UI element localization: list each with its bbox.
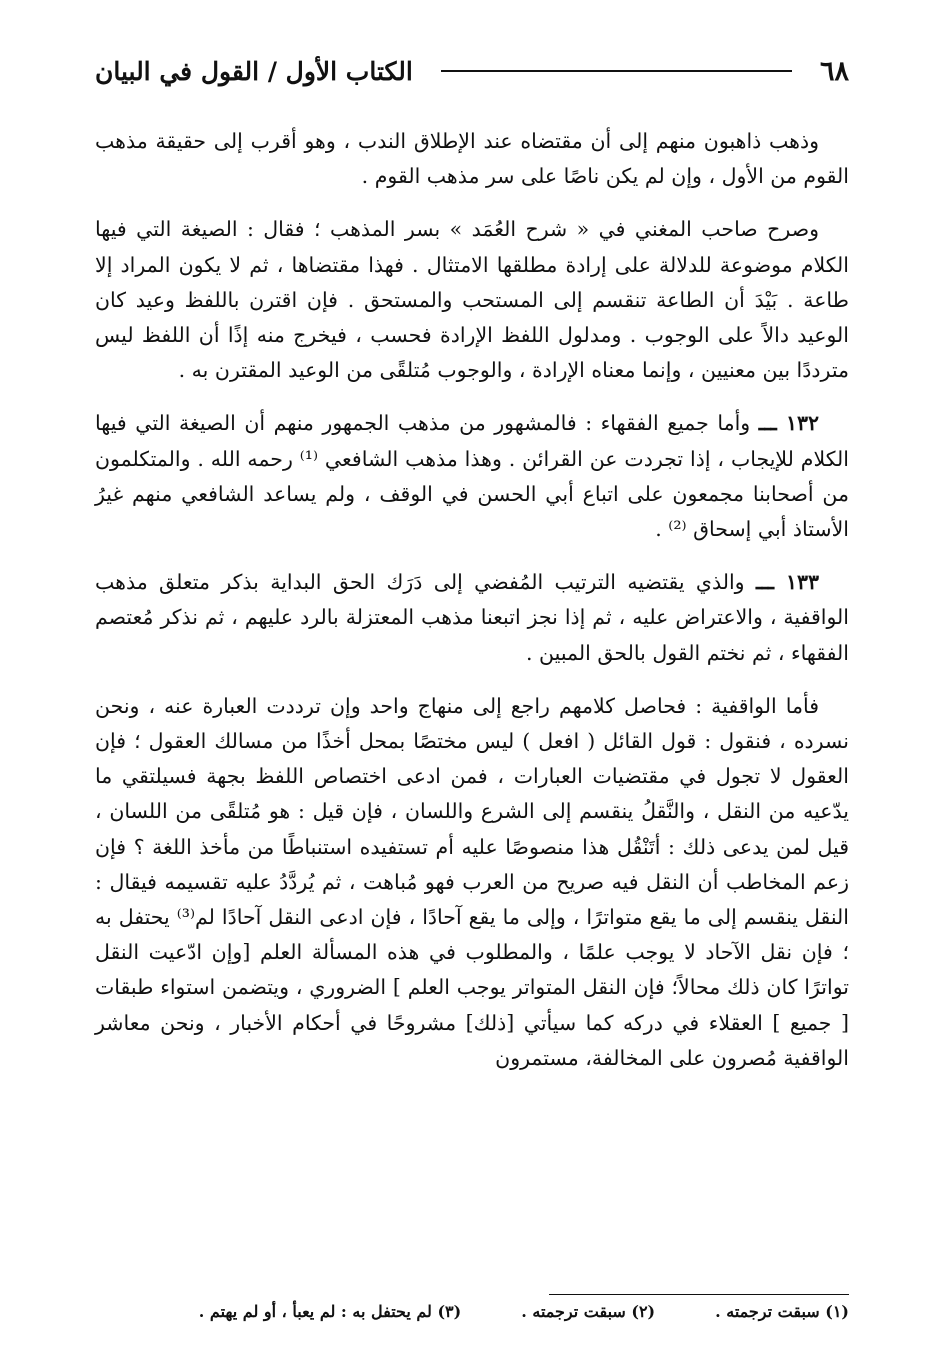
header-rule [441, 70, 792, 72]
paragraph [95, 212, 849, 388]
paragraph-text: وصرح صاحب المغني في « شرح العُمَد » بسر المذهب ؛ فقال : الصيغة التي فيها الكلام موضوعة للدلالة على إرادة مطلقها الامتثال . فهذا مقتضاها ، ثم لا يكون المراد إلا طاعة . بَيْدَ أن الطاعة تنقسم إلى المستحب والمستحق . فإن اقترن باللفظ وعيد كان الوعيد دالاً على الوجوب . ومدلول اللفظ الإرادة فحسب ، فيخرج منه إذًا أن اللفظ ليس مترددًا بين معنيين ، وإنما معناه الإرادة ، والوجوب مُتلقًى من الوعيد المقترن به . [95, 217, 849, 383]
paragraph [95, 565, 849, 671]
page-number: ٦٨ [819, 55, 849, 87]
paragraph [95, 124, 849, 194]
footnote-rule [549, 1294, 849, 1295]
paragraph-text: والذي يقتضيه الترتيب المُفضي إلى دَرَك الحق البداية بذكر متعلق مذهب الواقفية ، والاعتراض عليه ، ثم إذا نجز اتبعنا مذهب المعتزلة بالرد عليهم ، ثم نذكر مُعتصم الفقهاء ، ثم نختم القول بالحق المبين . [95, 570, 849, 665]
paragraph-text: فأما الواقفية : فحاصل كلامهم راجع إلى منهاج واحد وإن ترددت العبارة عنه ، ونحن نسرده ، فنقول : قول القائل ( افعل ) ليس مختصًا بمحل أخذًا من مسالك العقول ؛ فإن العقول لا تجول في مقتضيات العبارات ، فمن ادعى اختصاص اللفظ بجهة فسيلتقي ما يدّعيه من النقل ، والنَّقلُ ينقسم إلى الشرع واللسان ، فإن قيل : هو مُتلقًى من اللسان ، قيل لمن يدعى ذلك : أتَنْقُل هذا منصوصًا عليه أم تستفيده استنباطًا من مأخذ اللغة ؟ فإن زعم المخاطب أن النقل فيه صريح من العرب فهو مُباهت ، ثم يُردَّدُ عليه تقسيمه فيقال : النقل ينقسم إلى ما يقع متواترًا ، وإلى ما يقع آحادًا ، فإن ادعى النقل آحادًا لم⁽³⁾ يحتفل به ؛ فإن نقل الآحاد لا يوجب علمًا ، والمطلوب في هذه المسألة العلم [وإن ادّعيت النقل تواترًا كان ذلك محالاً؛ فإن النقل المتواتر يوجب العلم ] الضروري ، ويتضمن استواء طبقات [ جميع ] العقلاء في دركه كما سيأتي [ذلك] مشروحًا في أحكام الأخبار ، ونحن معاشر الواقفية مُصرون على المخالفة، مستمرون [95, 693, 849, 1070]
page-header [95, 48, 849, 94]
footnote: (٣) لم يحتفل به : لم يعبأ ، أو لم يهتم . [198, 1302, 462, 1321]
book-title: الكتاب الأول / القول في البيان [95, 56, 413, 86]
footnote: (٢) سبقت ترجمته . [521, 1302, 656, 1321]
paragraph [95, 689, 849, 1076]
paragraph-text: وذهب ذاهبون منهم إلى أن مقتضاه عند الإطلاق الندب ، وهو أقرب إلى حقيقة مذهب القوم من الأول ، وإن لم يكن ناصًا على سر مذهب القوم . [95, 129, 849, 189]
paragraph [95, 406, 849, 547]
paragraph-number: ١٣٣ ـــ [755, 570, 819, 595]
footnotes [95, 1302, 849, 1321]
footnote: (١) سبقت ترجمته . [715, 1302, 849, 1321]
paragraph-text: وأما جميع الفقهاء : فالمشهور من مذهب الجمهور منهم أن الصيغة التي فيها الكلام للإيجاب ، إذا تجردت عن القرائن . وهذا مذهب الشافعي ⁽¹⁾ رحمه الله . والمتكلمون من أصحابنا مجمعون على اتباع أبي الحسن في الوقف ، ولم يساعد الشافعي منهم غيرُ الأستاذ أبي إسحاق ⁽²⁾ . [95, 411, 849, 542]
paragraph-number: ١٣٢ ـــ [758, 411, 819, 436]
main-text [95, 124, 849, 1094]
